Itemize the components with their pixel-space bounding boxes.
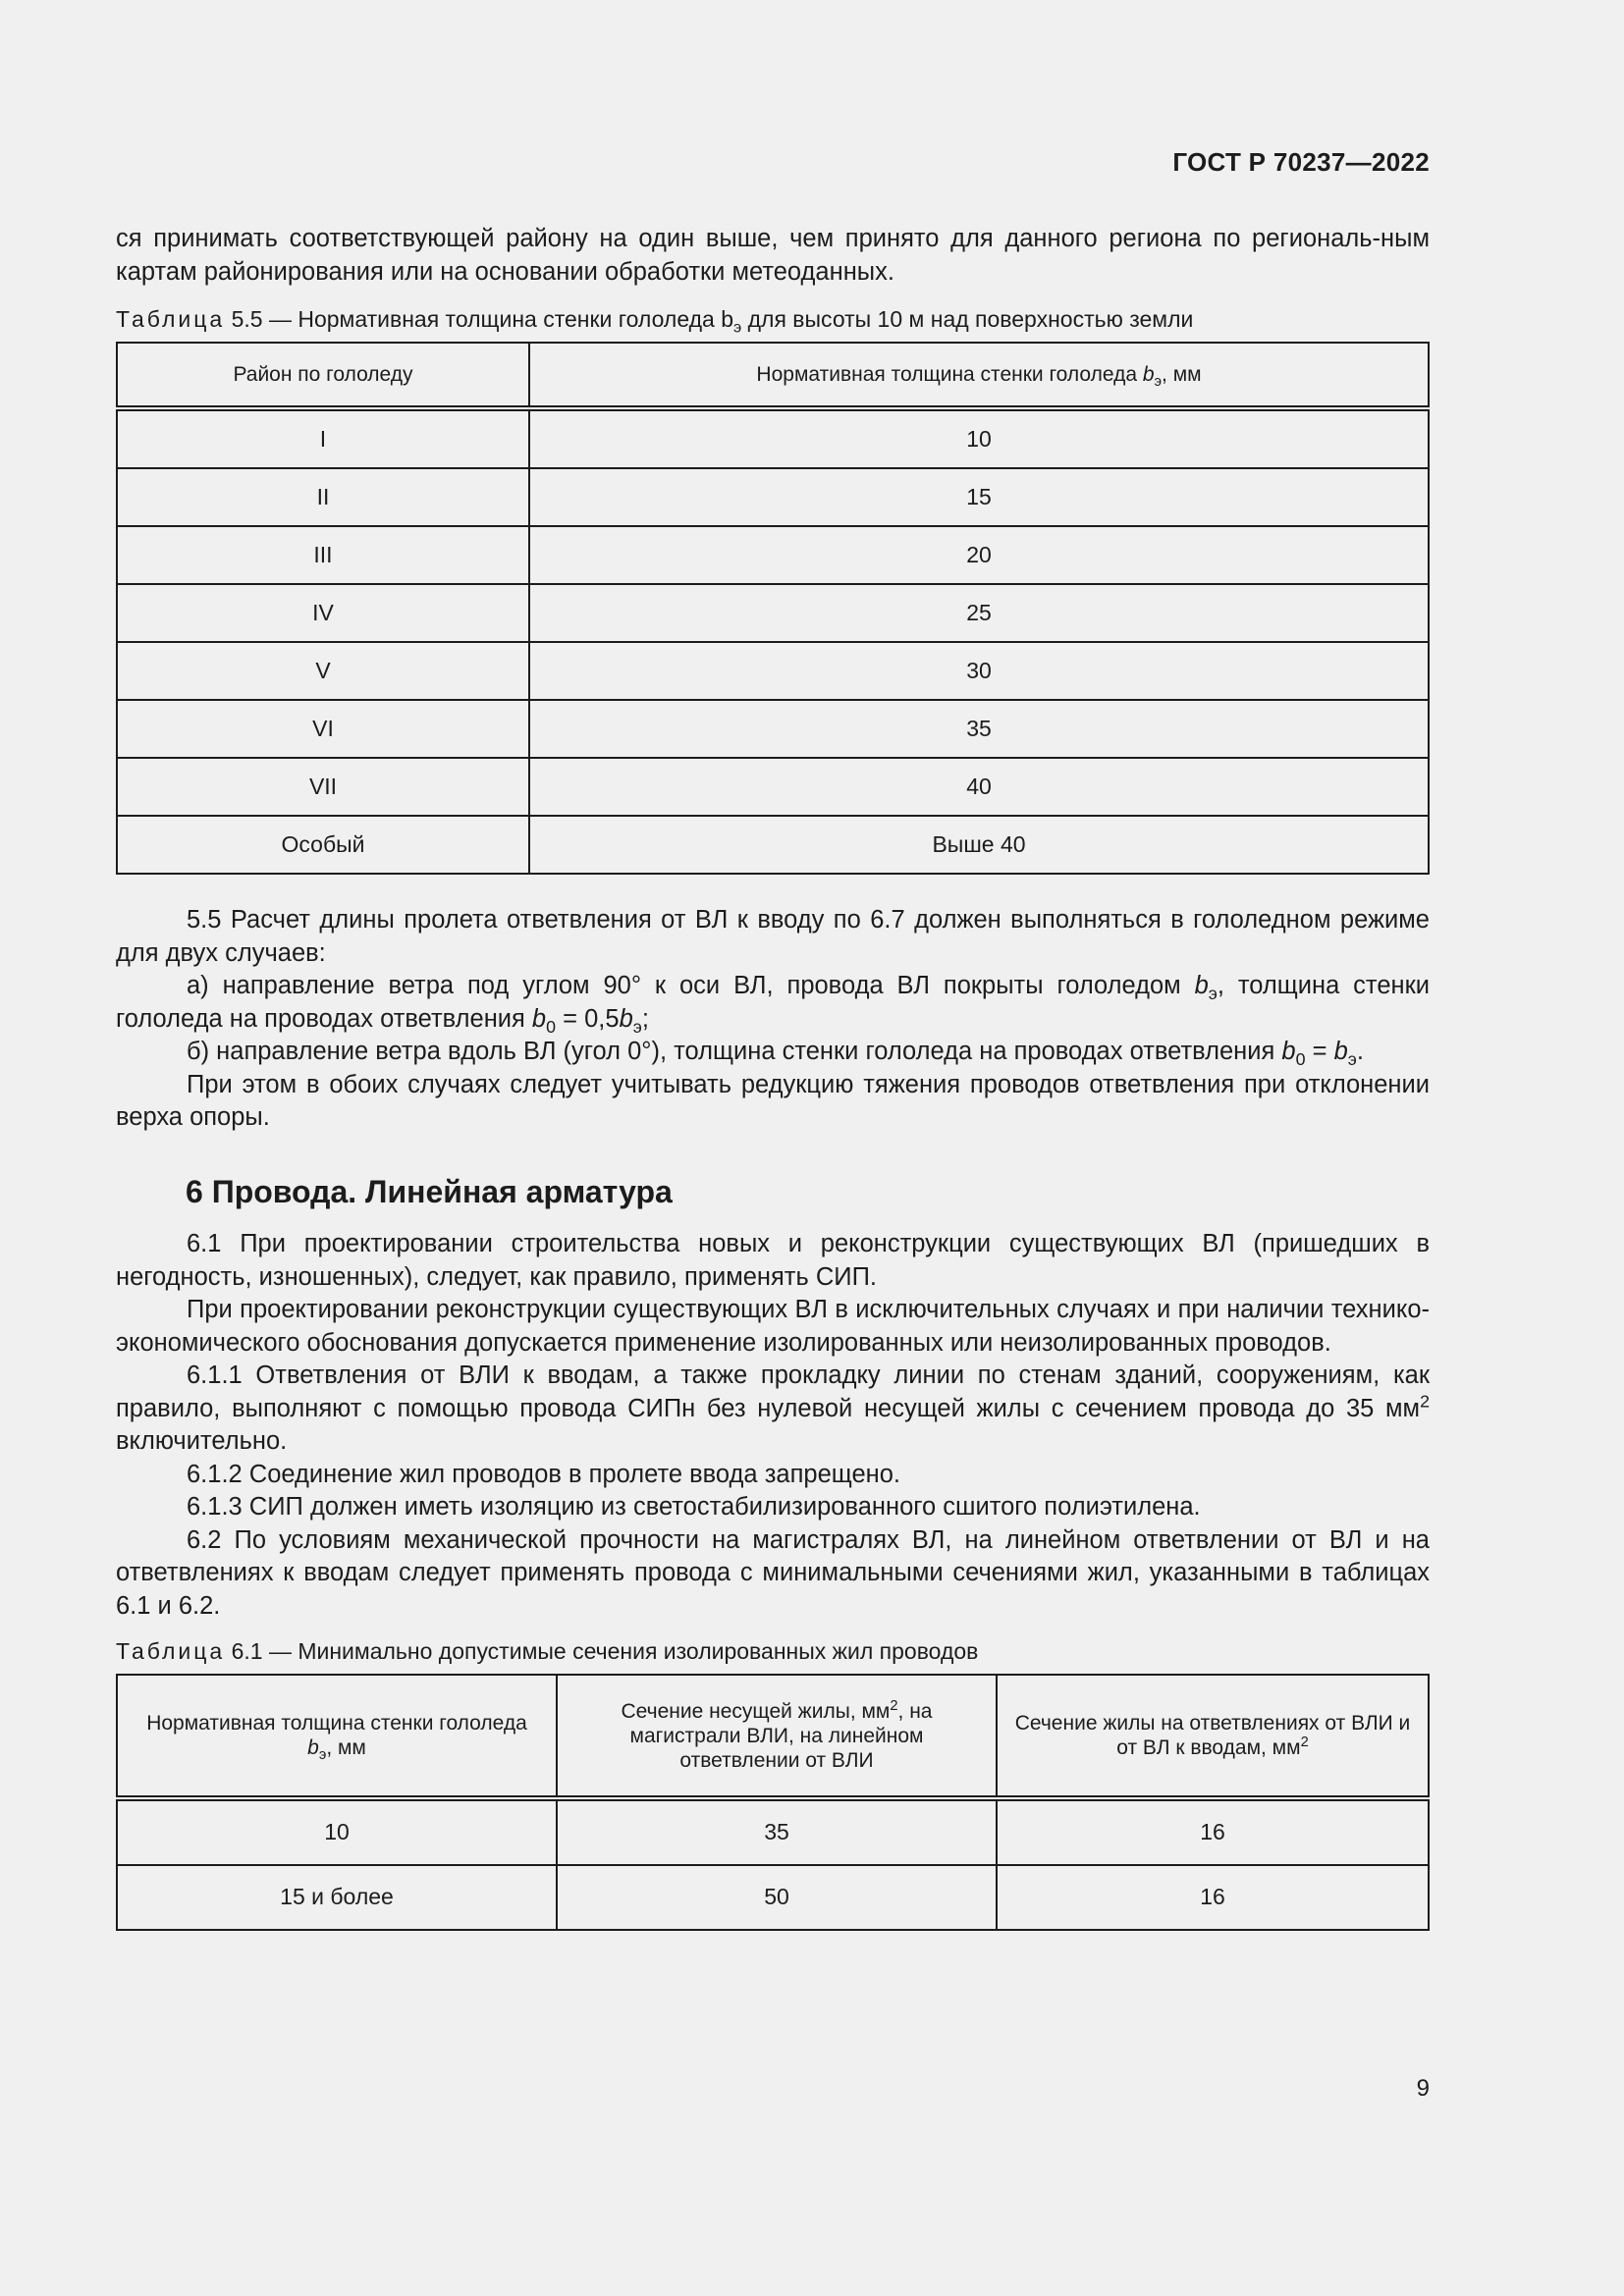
caption-word: Таблица	[116, 306, 226, 332]
page-number: 9	[1416, 2075, 1430, 2102]
column-header-main-section: Сечение несущей жилы, $мм^2$, на магистрали ВЛИ, на линейном ответвлении от ВЛИ	[557, 1675, 997, 1798]
paragraph-6-1-1: 6.1.1 Ответвления от ВЛИ к вводам, а также прокладку линии по стенам зданий, сооружениям, как правило, выполняют с помощью провода СИПн без нулевой несущей жилы с сечением провода до 35 $мм^2$ включительно.	[116, 1362, 1430, 1455]
column-header-thickness: Нормативная толщина стенки гололеда $b_э$, мм	[529, 343, 1429, 408]
table-row: Особый Выше 40	[117, 816, 1429, 874]
paragraph-5-5-b: б) направление ветра вдоль ВЛ (угол 0°), толщина стенки гололеда на проводах ответвления $b_0 = b_э$.	[187, 1038, 1364, 1070]
document-code: ГОСТ Р 70237—2022	[1172, 147, 1430, 177]
table-row: II 15	[117, 468, 1429, 526]
page-content	[116, 223, 1430, 1931]
table-5-5-caption: Таблица 5.5 — Нормативная толщина стенки гололеда $b_э$ для высоты 10 м над поверхностью земли	[116, 306, 1194, 337]
table-5-5	[116, 342, 1430, 875]
paragraph-5-5: 5.5 Расчет длины пролета ответвления от ВЛ к вводу по 6.7 должен выполняться в гололедном режиме для двух случаев:	[116, 906, 1430, 967]
table-6-1-caption: Таблица 6.1 — Минимально допустимые сечения изолированных жил проводов	[116, 1638, 979, 1664]
paragraph-5-5-note: При этом в обоих случаях следует учитывать редукцию тяжения проводов ответвления при отклонении верха опоры.	[116, 1070, 1430, 1131]
table-row: 15 и более 50 16	[117, 1865, 1429, 1930]
section-6-heading: 6 Провода. Линейная арматура	[186, 1173, 673, 1209]
column-header-region: Район по гололеду	[117, 343, 529, 408]
column-header-ice-thickness: Нормативная толщина стенки гололеда $b_э$, мм	[117, 1675, 557, 1798]
table-row: I 10	[117, 408, 1429, 468]
paragraph-6-1-b: При проектировании реконструкции существующих ВЛ в исключительных случаях и при наличии технико-экономического обоснования допускается применение изолированных или неизолированных проводов.	[116, 1296, 1430, 1357]
paragraph-5-5-a: а) направление ветра под углом 90° к оси ВЛ, провода ВЛ покрыты гололедом $b_э$, толщина стенки гололеда на проводах ответвления $b_0 = 0,5b_э$;	[116, 972, 1430, 1037]
paragraph-6-1-2: 6.1.2 Соединение жил проводов в пролете ввода запрещено.	[187, 1460, 900, 1488]
table-row: VII 40	[117, 758, 1429, 816]
table-row: VI 35	[117, 700, 1429, 758]
table-row: 10 35 16	[117, 1798, 1429, 1865]
intro-paragraph: ся принимать соответствующей району на один выше, чем принято для данного региона по региональ-ным картам районирования или на основании обработки метеоданных.	[116, 225, 1430, 286]
caption-word: Таблица	[116, 1638, 226, 1664]
table-6-1	[116, 1674, 1430, 1931]
table-row: IV 25	[117, 584, 1429, 642]
column-header-branch-section: Сечение жилы на ответвлениях от ВЛИ и от ВЛ к вводам, $мм^2$	[997, 1675, 1429, 1798]
paragraph-6-2: 6.2 По условиям механической прочности на магистралях ВЛ, на линейном ответвлении от ВЛ и на ответвлениях к вводам следует применять провода с минимальными сечениями жил, указанными в таблицах 6.1 и 6.2.	[116, 1525, 1430, 1620]
table-row: III 20	[117, 526, 1429, 584]
paragraph-6-1-3: 6.1.3 СИП должен иметь изоляцию из светостабилизированного сшитого полиэтилена.	[187, 1493, 1201, 1521]
table-row: V 30	[117, 642, 1429, 700]
paragraph-6-1: 6.1 При проектировании строительства новых и реконструкции существующих ВЛ (пришедших в негодность, изношенных), следует, как правило, применять СИП.	[116, 1230, 1430, 1291]
